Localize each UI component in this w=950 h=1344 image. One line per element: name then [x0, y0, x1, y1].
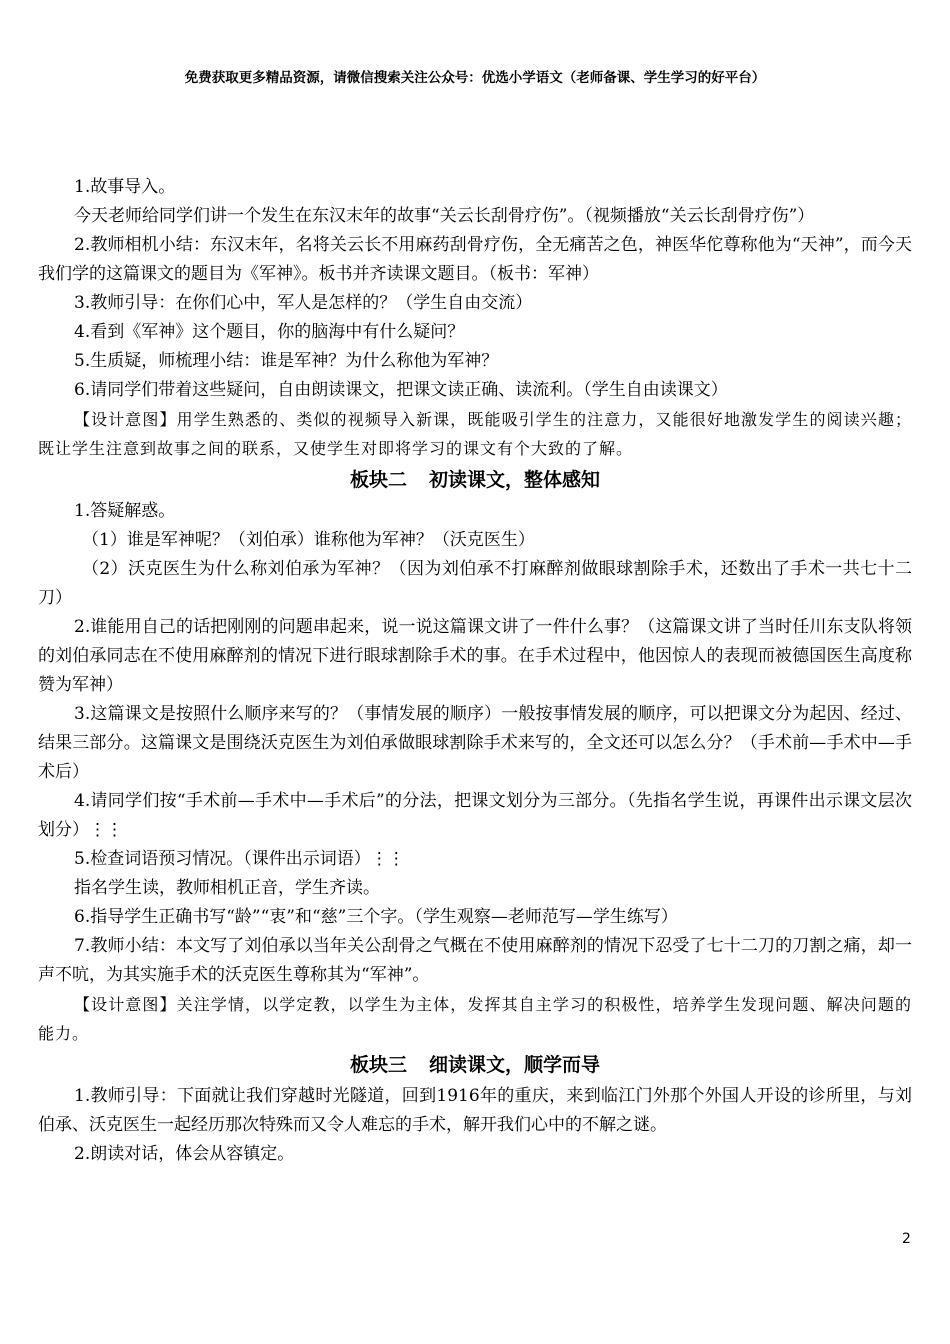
paragraph: （2）沃克医生为什么称刘伯承为军神？（因为刘伯承不打麻醉剂做眼球割除手术，还数出了手术一共七十二刀）: [38, 559, 912, 608]
document-body: [38, 173, 912, 1169]
paragraph: 6.请同学们带着这些疑问，自由朗读课文，把课文读正确、读流利。（学生自由读课文）: [74, 380, 728, 400]
design-intent: [38, 405, 912, 463]
paragraph: 2.教师相机小结：东汉末年，名将关云长不用麻药刮骨疗伤，全无痛苦之色，神医华佗尊称他为“天神”，而今天我们学的这篇课文的题目为《军神》。板书并齐读课文题目。（板书：军神）: [38, 235, 912, 284]
paragraph: （1）谁是军神呢？（刘伯承）谁称他为军神？（沃克医生）: [82, 530, 535, 550]
paragraph: 3.教师引导：在你们心中，军人是怎样的？（学生自由交流）: [74, 293, 533, 313]
design-intent-text: 关注学情，以学定教，以学生为主体，发挥其自主学习的积极性，培养学生发现问题、解决问题的能力。: [38, 995, 912, 1043]
paragraph: 5.检查词语预习情况。（课件出示词语）⋮⋮: [74, 849, 405, 869]
paragraph: 指名学生读，教师相机正音，学生齐读。: [74, 878, 380, 898]
paragraph: 7.教师小结：本文写了刘伯承以当年关公刮骨之气概在不使用麻醉剂的情况下忍受了七十二刀的刀割之痛，却一声不吭，为其实施手术的沃克医生尊称其为“军神”。: [38, 936, 912, 985]
paragraph: 1.答疑解惑。: [74, 501, 176, 521]
section-heading-title: 细读课文，顺学而导: [429, 1054, 601, 1076]
page-header-banner: 免费获取更多精品资源，请微信搜索关注公众号：优选小学语文（老师备课、学生学习的好平台）: [184, 70, 766, 86]
paragraph: 1.教师引导：下面就让我们穿越时光隧道，回到1916年的重庆，来到临江门外那个外国人开设的诊所里，与刘伯承、沃克医生一起经历那次特殊而又令人难忘的手术，解开我们心中的不解之谜。: [38, 1086, 912, 1135]
paragraph: 4.请同学们按“手术前—手术中—手术后”的分法，把课文划分为三部分。（先指名学生说，再课件出示课文层次划分）⋮⋮: [38, 791, 912, 840]
page-number: 2: [902, 1231, 911, 1247]
section-heading-block: 板块三: [349, 1054, 407, 1076]
section-heading: [38, 1050, 912, 1081]
paragraph: 6.指导学生正确书写“龄”“衷”和“慈”三个字。（学生观察—老师范写—学生练写）: [74, 907, 678, 927]
design-intent: [38, 990, 912, 1048]
paragraph: 2.朗读对话，体会从容镇定。: [74, 1144, 295, 1164]
paragraph: 4.看到《军神》这个题目，你的脑海中有什么疑问？: [74, 322, 465, 342]
design-intent-label: 【设计意图】: [74, 995, 177, 1014]
paragraph: 3.这篇课文是按照什么顺序来写的？（事情发展的顺序）一般按事情发展的顺序，可以把课文分为起因、经过、结果三部分。这篇课文是围绕沃克医生为刘伯承做眼球割除手术来写的，全文还可以怎么分？（手术前—手术中—手术后）: [38, 704, 912, 782]
design-intent-label: 【设计意图】: [74, 410, 177, 429]
paragraph: 2.谁能用自己的话把刚刚的问题串起来，说一说这篇课文讲了一件什么事？（这篇课文讲了当时任川东支队将领的刘伯承同志在不使用麻醉剂的情况下进行眼球割除手术的事。在手术过程中，他因惊人的表现而被德国医生高度称赞为军神）: [38, 617, 912, 695]
design-intent-text: 用学生熟悉的、类似的视频导入新课，既能吸引学生的注意力，又能很好地激发学生的阅读兴趣；既让学生注意到故事之间的联系，又使学生对即将学习的课文有个大致的了解。: [38, 410, 912, 458]
paragraph: 5.生质疑，师梳理小结：谁是军神？为什么称他为军神？: [74, 351, 499, 371]
paragraph: 1.故事导入。: [74, 177, 176, 197]
section-heading: [38, 465, 912, 496]
paragraph: 今天老师给同学们讲一个发生在东汉末年的故事“关云长刮骨疗伤”。（视频播放“关云长刮骨疗伤”）: [74, 206, 815, 226]
section-heading-title: 初读课文，整体感知: [429, 469, 601, 491]
section-heading-block: 板块二: [349, 469, 407, 491]
